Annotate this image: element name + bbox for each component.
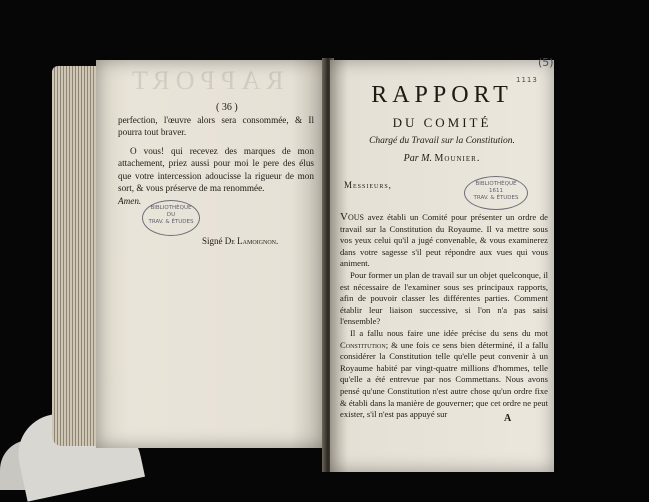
signature-name: De Lamoignon.	[224, 236, 279, 246]
page-number: ( 36 )	[216, 102, 238, 113]
paragraph: Il a fallu nous faire une idée précise du sens du mot Constitution; & une fois ce sens bien déterminé, il a fallu considérer la Constitution telle qu'elle peut convenir à un Royaume habité par vingt-quatre millions d'hommes, telle qu'elle a été entrevue par nos Commettans. Nous avons pensé qu'une Constitution n'est autre chose qu'un ordre fixe & établi dans la manière de gouverner; que cet ordre ne peut exister, s'il n'est pas appuyé sur	[340, 327, 548, 420]
paragraph: perfection, l'œuvre alors sera consommée, & Il pourra tout braver.	[118, 115, 314, 138]
signature-prefix: Signé	[202, 236, 223, 246]
salutation: Messieurs,	[344, 180, 392, 190]
left-page	[96, 60, 326, 448]
pencil-annotation: (5)	[538, 56, 554, 69]
library-stamp: BIBLIOTHÈQUE DU TRAV. & ÉTUDES	[142, 200, 200, 236]
signature-mark: A	[504, 413, 512, 424]
paragraph: Vous avez établi un Comité pour présenter un ordre de travail sur la Constitution du Royaume. Il va mettre sous vos yeux celui qu'il a jugé convenable, & vous examinerez dans votre sagesse s'il peut répondre aux vues qui vous animent.	[340, 211, 548, 269]
right-body-text	[340, 212, 548, 421]
author-name: Mounier.	[434, 153, 481, 164]
signature-line	[202, 236, 278, 246]
page-edges	[52, 66, 98, 446]
charge-line: Chargé du Travail sur la Constitution.	[369, 136, 515, 146]
page-title: RAPPORT	[371, 82, 513, 108]
author-line: Par M. Mounier.	[403, 153, 481, 164]
right-page	[330, 60, 554, 472]
pencil-annotation-small: 1113	[516, 76, 538, 84]
paragraph: Pour former un plan de travail sur un objet quelconque, il est nécessaire de l'examiner sous ses principaux rapports, afin de pouvoir classer les différentes parties. Comment établir leur liaison successive, si l'on n'a pas saisi l'ensemble?	[340, 269, 548, 327]
library-stamp: BIBLIOTHÈQUE 1611 TRAV. & ÉTUDES	[464, 176, 528, 210]
show-through-text: RAPPORT	[126, 66, 284, 95]
subtitle: DU COMITÉ	[392, 115, 492, 130]
left-body-text	[118, 114, 314, 208]
amen-line: Amen.	[118, 196, 142, 207]
paragraph: O vous! qui recevez des marques de mon attachement, priez aussi pour moi le pere des élus que votre intercession adoucisse la rigueur de mon sort, & vous préserve de ma renommée.	[118, 145, 314, 194]
